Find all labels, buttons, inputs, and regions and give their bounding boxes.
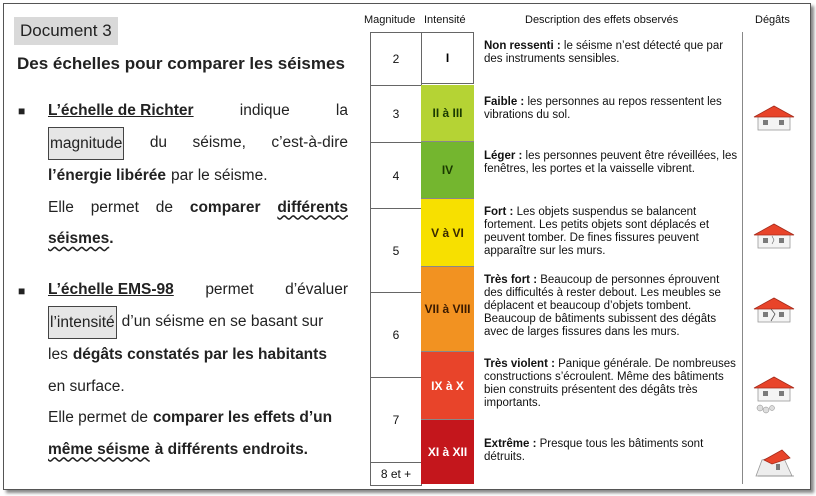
- house-collapsing-icon: [752, 375, 796, 415]
- magnitude-cell: 8 et +: [380, 466, 412, 481]
- intensite-cell: IV: [421, 142, 474, 199]
- ems-term: L’échelle EMS-98: [48, 281, 174, 298]
- document-label: Document 3: [14, 17, 118, 45]
- description-cell: Faible : les personnes au repos ressentent les vibrations du sol.: [484, 96, 722, 121]
- intensite-cell: V à VI: [421, 199, 474, 267]
- magnitude-cell: 6: [371, 293, 421, 378]
- intensite-term: l’intensité: [48, 306, 117, 340]
- intensite-cell: I: [421, 32, 474, 84]
- intensite-cell: XI à XII: [421, 420, 474, 484]
- intensite-cell: IX à X: [421, 352, 474, 420]
- description-cell: Fort : Les objets suspendus se balancent fortement. Les petits objets sont déplacés et peuvent tomber. De fines fissures peuvent apparaître sur les murs.: [484, 206, 710, 257]
- richter-term: L’échelle de Richter: [48, 102, 194, 119]
- richter-paragraph: L’échelle de Richter indique la magnitude du séisme, c’est-à-dire l’énergie libérée par le séisme. Elle permet de comparer différents séismes .: [48, 95, 348, 255]
- header-degats: Dégâts: [755, 14, 790, 26]
- description-cell: Léger : les personnes peuvent être réveillées, les fenêtres, les portes et la vaisselle vibrent.: [484, 150, 738, 175]
- description-column: [476, 32, 743, 484]
- bullet-richter: ■: [18, 104, 26, 118]
- magnitude-term: magnitude: [48, 127, 124, 161]
- page-title: Des échelles pour comparer les séismes: [17, 54, 345, 73]
- bullet-ems: ■: [18, 284, 26, 298]
- house-minor-damage-icon: [752, 104, 796, 132]
- magnitude-cell: 4: [371, 143, 421, 209]
- house-large-cracks-icon: [752, 296, 796, 324]
- magnitude-cell: 7: [371, 378, 421, 463]
- house-cracks-icon: [752, 222, 796, 250]
- ems-paragraph: L’échelle EMS-98 permet d’évaluer l’intensité d’un séisme en se basant sur les dégâts constatés par les habitants en surface. Elle permet de comparer les effets d’un même séisme à différents endroits.: [48, 274, 348, 465]
- magnitude-cell: 2: [371, 33, 421, 86]
- intensite-cell: VII à VIII: [421, 267, 474, 352]
- magnitude-column: [370, 32, 422, 486]
- description-cell: Non ressenti : le séisme n’est détecté que par des instruments sensibles.: [484, 40, 724, 65]
- description-cell: Extrême : Presque tous les bâtiments sont détruits.: [484, 438, 704, 463]
- intensite-column: [421, 32, 474, 484]
- header-magnitude: Magnitude: [364, 14, 416, 26]
- description-cell: Très fort : Beaucoup de personnes éprouvent des difficultés à rester debout. Les meubles se déplacent et beaucoup d’objets tombent. Beaucoup de bâtiments subissent des dégâts avec de larges fissures dans les murs.: [484, 274, 721, 338]
- house-destroyed-icon: [752, 446, 796, 482]
- magnitude-cell: 3: [371, 86, 421, 143]
- intensite-cell: II à III: [421, 85, 474, 142]
- header-intensite: Intensité: [424, 14, 466, 26]
- header-description: Description des effets observés: [525, 14, 679, 26]
- magnitude-cell: 5: [371, 209, 421, 293]
- description-cell: Très violent : Panique générale. De nombreuses constructions s’écroulent. Même des bâtiments bien construits présentent des dégâts très importants.: [484, 358, 736, 409]
